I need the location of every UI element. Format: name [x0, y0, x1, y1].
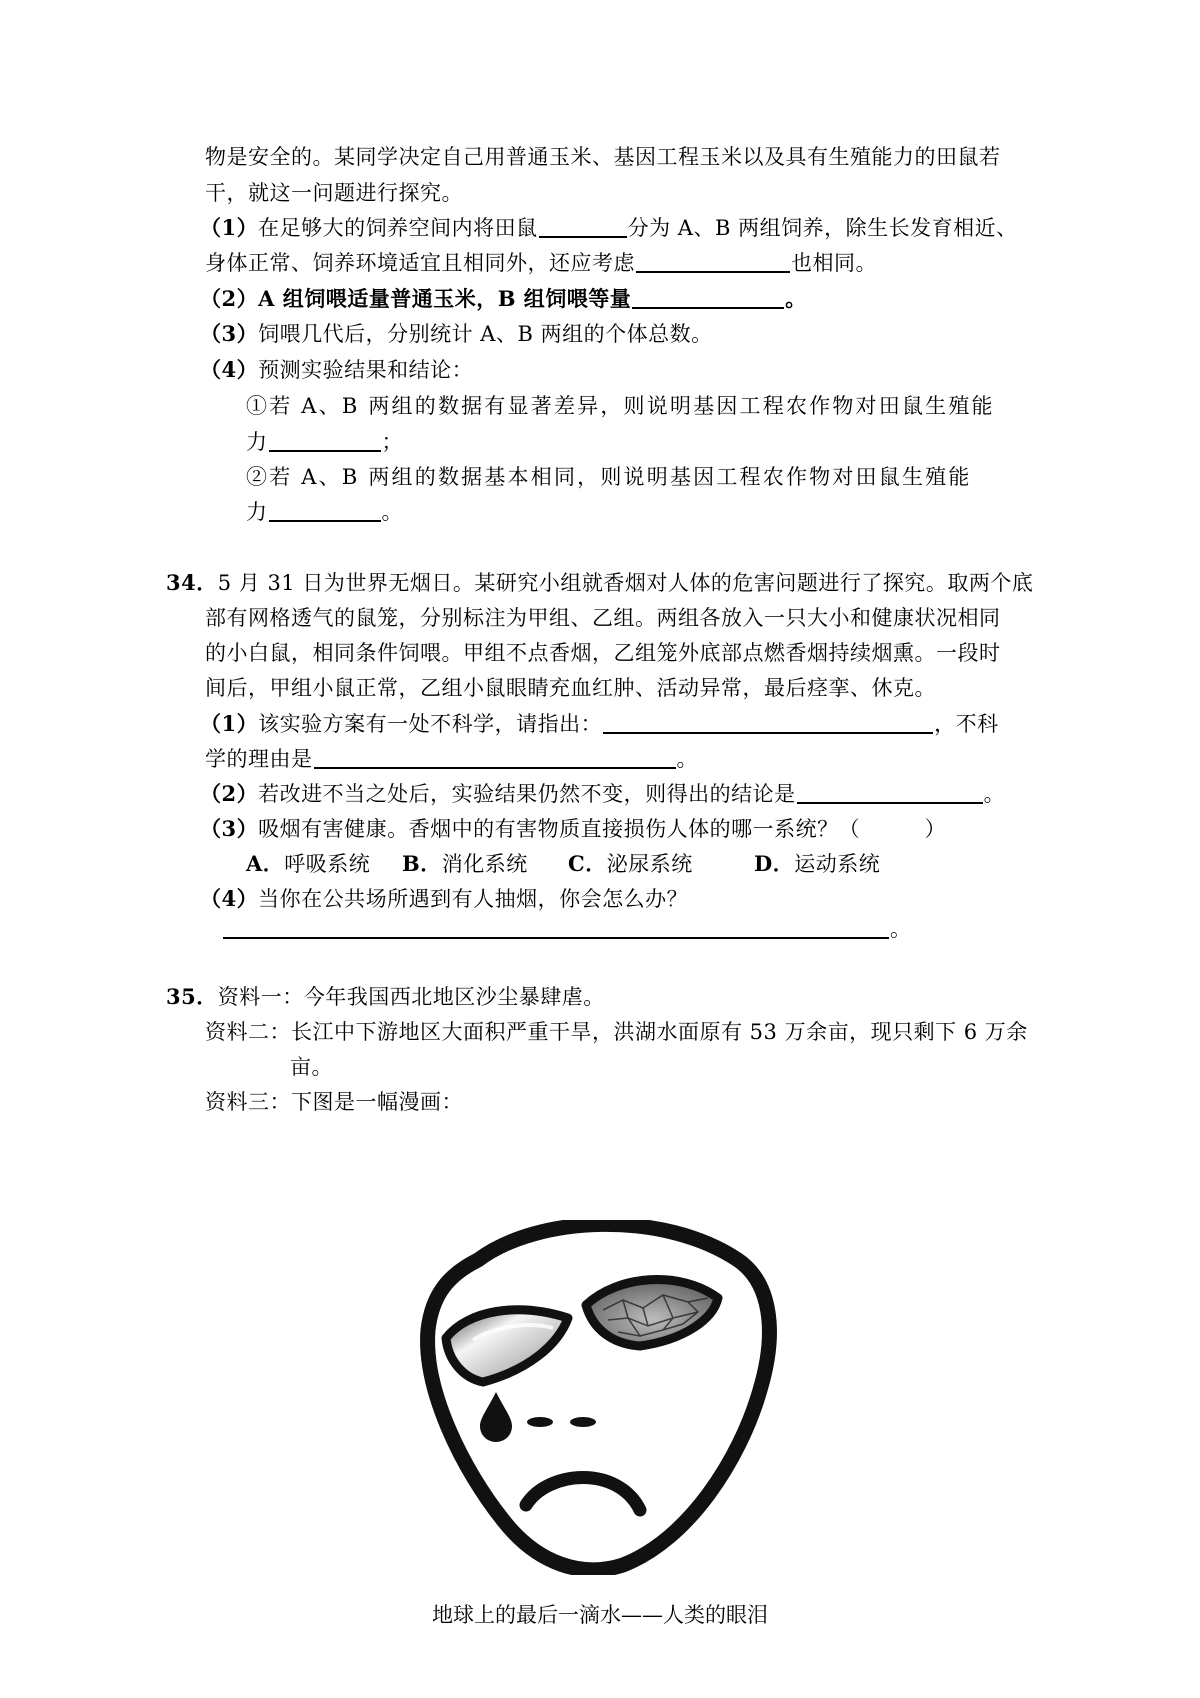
intro-line-1: 物是安全的。某同学决定自己用普通玉米、基因工程玉米以及具有生殖能力的田鼠若	[205, 145, 1001, 169]
crying-earth-cartoon	[418, 1220, 783, 1575]
q34-stem-line3: 的小白鼠，相同条件饲喂。甲组不点香烟，乙组笼外底部点燃香烟持续烟熏。一段时	[205, 641, 1001, 665]
nose-left	[527, 1417, 553, 1427]
q33-part2-line	[200, 284, 807, 314]
q34-part2-number: （2）	[200, 781, 259, 806]
q33-part3-text: 饲喂几代后，分别统计 A、B 两组的个体总数。	[258, 322, 713, 346]
q35-number: 35．	[166, 984, 218, 1009]
q35-material3-line: 资料三：下图是一幅漫画：	[205, 1090, 463, 1114]
q33-result2-text-b: 力	[246, 500, 268, 524]
q35-material1: 资料一：今年我国西北地区沙尘暴肆虐。	[217, 985, 605, 1009]
q34-option-b[interactable]	[402, 849, 568, 879]
q33-result1-text-c: ；	[381, 430, 403, 454]
q33-part2-text-b: 。	[785, 286, 807, 311]
q33-blank-1[interactable]	[539, 214, 627, 238]
q34-part2-line	[200, 779, 1005, 809]
q34-part3-text: 吸烟有害健康。香烟中的有害物质直接损伤人体的哪一系统？（ ）	[258, 817, 947, 841]
q34-stem-line2: 部有网格透气的鼠笼，分别标注为甲组、乙组。两组各放入一只大小和健康状况相同	[205, 606, 1001, 630]
q34-number: 34．	[166, 570, 218, 595]
q33-blank-5[interactable]	[269, 498, 381, 522]
q33-blank-2[interactable]	[636, 249, 790, 273]
cartoon-caption: 地球上的最后一滴水——人类的眼泪	[432, 1603, 768, 1627]
q33-part1-text-b: 分为 A、B 两组饲养，除生长发育相近、	[627, 216, 1018, 240]
q34-answer-end: 。	[890, 917, 912, 941]
q33-blank-3[interactable]	[632, 285, 784, 309]
intro-line-2: 干，就这一问题进行探究。	[205, 181, 463, 205]
q33-result2-line1: ②若 A、B 两组的数据基本相同，则说明基因工程农作物对田鼠生殖能	[246, 465, 972, 489]
q34-option-c[interactable]	[568, 849, 754, 879]
q34-option-a[interactable]	[246, 849, 402, 879]
q33-part4-number: （4）	[200, 357, 259, 382]
q35-material1-line	[166, 982, 605, 1012]
q34-stem-text-1: 5 月 31 日为世界无烟日。某研究小组就香烟对人体的危害问题进行了探究。取两个底	[217, 571, 1034, 595]
q34-part2-text-a: 若改进不当之处后，实验结果仍然不变，则得出的结论是	[258, 782, 796, 806]
q34-stem-line4: 间后，甲组小鼠正常，乙组小鼠眼睛充血红肿、活动异常，最后痉挛、休克。	[205, 676, 936, 700]
q34-option-a-text: 呼吸系统	[284, 852, 371, 876]
q34-part1-line2	[205, 744, 698, 774]
q33-part4-line	[200, 355, 473, 385]
q34-option-a-label: A．	[246, 851, 285, 876]
q34-part1-text-c: 学的理由是	[205, 747, 313, 771]
q34-option-b-label: B．	[402, 851, 442, 876]
q34-blank-2[interactable]	[314, 745, 676, 769]
q34-option-d-label: D．	[754, 851, 795, 876]
face-outline	[428, 1224, 770, 1569]
q34-part2-text-b: 。	[983, 782, 1006, 806]
q33-part1-text-d: 也相同。	[791, 251, 877, 275]
q34-option-d[interactable]	[754, 849, 880, 879]
q33-part2-number: （2）	[200, 286, 259, 311]
q33-result1-line1: ①若 A、B 两组的数据有显著差异，则说明基因工程农作物对田鼠生殖能	[246, 394, 995, 418]
q34-option-c-label: C．	[568, 851, 607, 876]
q33-part4-text: 预测实验结果和结论：	[258, 358, 474, 382]
q34-option-c-text: 泌尿系统	[606, 852, 693, 876]
q34-answer-line	[222, 914, 912, 944]
q34-part4-line	[200, 884, 688, 914]
q34-part3-number: （3）	[200, 816, 259, 841]
q34-part4-text: 当你在公共场所遇到有人抽烟，你会怎么办？	[258, 887, 689, 911]
q33-part1-line1	[200, 213, 1018, 243]
q34-stem-line1	[166, 568, 1033, 598]
q34-options-line	[246, 849, 880, 879]
q33-part1-text-c: 身体正常、饲养环境适宜且相同外，还应考虑	[205, 251, 635, 275]
q34-part1-number: （1）	[200, 711, 259, 736]
q34-part4-number: （4）	[200, 886, 259, 911]
q33-result2-line2	[246, 497, 403, 527]
q34-blank-3[interactable]	[797, 780, 983, 804]
q33-part3-line	[200, 319, 713, 349]
q34-part3-line	[200, 814, 946, 844]
q35-material2-line2: 亩。	[290, 1055, 333, 1079]
q34-blank-4[interactable]	[223, 915, 889, 939]
q33-part1-text-a: 在足够大的饲养空间内将田鼠	[258, 216, 538, 240]
q33-part3-number: （3）	[200, 321, 259, 346]
q34-part1-text-a: 该实验方案有一处不科学，请指出：	[258, 712, 603, 736]
q34-option-d-text: 运动系统	[794, 852, 881, 876]
q33-part1-number: （1）	[200, 215, 259, 240]
q35-material2-line1: 资料二：长江中下游地区大面积严重干旱，洪湖水面原有 53 万余亩，现只剩下 6 万余	[205, 1020, 1028, 1044]
q34-part1-text-d: 。	[676, 747, 698, 771]
q33-result1-text-b: 力	[246, 430, 268, 454]
q34-part1-line1	[200, 709, 999, 739]
q34-blank-1[interactable]	[603, 710, 933, 734]
q34-option-b-text: 消化系统	[441, 852, 528, 876]
q33-part2-text-a: A 组饲喂适量普通玉米，B 组饲喂等量	[258, 286, 632, 311]
q33-result2-text-c: 。	[381, 500, 403, 524]
q33-blank-4[interactable]	[269, 428, 381, 452]
q33-part1-line2	[205, 248, 877, 278]
q34-part1-text-b: ，不科	[934, 712, 999, 736]
nose-right	[570, 1417, 596, 1427]
q33-result1-line2	[246, 427, 403, 457]
